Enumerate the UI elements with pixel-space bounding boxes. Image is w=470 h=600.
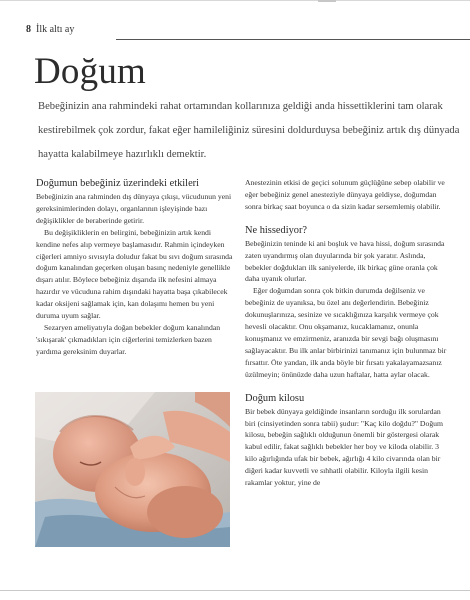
section-heading-birth-effects: Doğumun bebeğiniz üzerindeki etkileri — [36, 178, 200, 189]
body-paragraph: Bebeğinizin ana rahminden dış dünyaya çıkışı, vücudunun yeni gereksinimlerinden dolayı, organlarının işleyişinde bazı değişiklikler de beraberinde getirir. — [36, 192, 232, 225]
body-paragraph: Bebeğinizin teninde ki ani boşluk ve hava hissi, doğum sırasında zaten uyandırmış olan duyularında bir şok yaratır. Aslında, bebekler doğdukları ilk saniyelerde, ilk birkaç güne oranla çok daha uyanık olurlar. — [245, 238, 445, 284]
top-tick-mark — [318, 0, 336, 2]
left-column — [36, 177, 235, 358]
body-paragraph: Anestezinin etkisi de geçici solunum güçlüğüne sebep olabilir ve eğer bebeğiniz genel anesteziyle dünyaya geldiyse, doğumdan sonra birkaç saat boyunca o da sizin kadar sersemlemiş olabilir. — [245, 178, 445, 211]
section-heading-what-feels: Ne hissediyor? — [245, 224, 308, 236]
top-border-line — [0, 0, 470, 1]
right-column — [245, 177, 450, 489]
page-title: Doğum — [34, 51, 146, 92]
header-rule — [116, 39, 470, 40]
section-name: İlk altı ay — [36, 24, 75, 35]
section-heading-birth-weight: Doğum kilosu — [245, 392, 305, 404]
running-header — [26, 24, 74, 35]
body-paragraph: Bu değişikliklerin en belirgini, bebeğinizin artık kendi kendine nefes alıp vermeye başlamasıdır. Rahmin içindeyken ciğerleri amniyo sıvısıyla doludur fakat bu sıvı doğum sırasında doğum kanalından geçerken oluşan basınç nedeniyle genellikle dışarı atılır. Böylece bebeğiniz dışarıda ilk nefesini almaya hazırdır ve vücuduna rahim dışındaki hayatta başa çıkabilecek kadar oksijeni sağlamak için, kan dolaşımı hemen bu yeni duruma uyum sağlar. — [36, 227, 233, 321]
body-paragraph: Bir bebek dünyaya geldiğinde insanların sorduğu ilk sorulardan biri (cinsiyetinden sonra tabii) şudur: "Kaç kilo doğdu?" Doğum kilosu, bebeğin sağlıklı olduğunun önemli bir göstergesi olarak kabul edilir, fakat sağlıklı bebekler her boy ve kiloda olabilir. 3 kilo ağırlığında ufak bir bebek, ağırlığı 4 kilo civarında olan bir diğeri kadar kuvvetli ve sıhhatli olabilir. Kiloyla ilgili kesin rakamlar yoktur, yine de — [245, 406, 443, 488]
intro-paragraph: Bebeğinizin ana rahmindeki rahat ortamından kollarınıza geldiği anda hissettiklerini tam olarak kestirebilmek çok zordur, fakat eğer hamileliğiniz süresini doldurduysa bebeğiniz artık dış dünyada hayatta kalabilmeye hazırlıklı demektir. — [38, 101, 460, 160]
page-number: 8 — [26, 24, 31, 35]
photo-illustration — [35, 392, 230, 547]
body-paragraph: Eğer doğumdan sonra çok bitkin durumda değilseniz ve bebeğiniz de uyanıksa, bu özel anı değerlendirin. Bebeğiniz dokunuşlarınıza, sesinize ve sıcaklığınıza karşılık vermeye çok hevesli olacaktır. Onu okşamanız, kucaklamanız, onunla konuşmanız ve emzirmeniz, aranızda bir sevgi bağı oluşmasını sağlayacaktır. Bu ilk anlar birbirinizi tanımanız için bulunmaz bir fırsattır. Öte yandan, ilk anda böyle bir fırsatı yakalayamazsanız üzülmeyin; önünüzde daha uzun haftalar, hatta aylar olacak. — [245, 286, 447, 379]
body-paragraph: Sezaryen ameliyatıyla doğan bebekler doğum kanalından 'sıkışarak' çıkmadıkları için ciğerlerini temizlerken bazen yardıma gereksinim duyarlar. — [36, 322, 221, 356]
newborn-baby-photo — [35, 392, 230, 547]
bottom-border-line — [0, 590, 470, 591]
